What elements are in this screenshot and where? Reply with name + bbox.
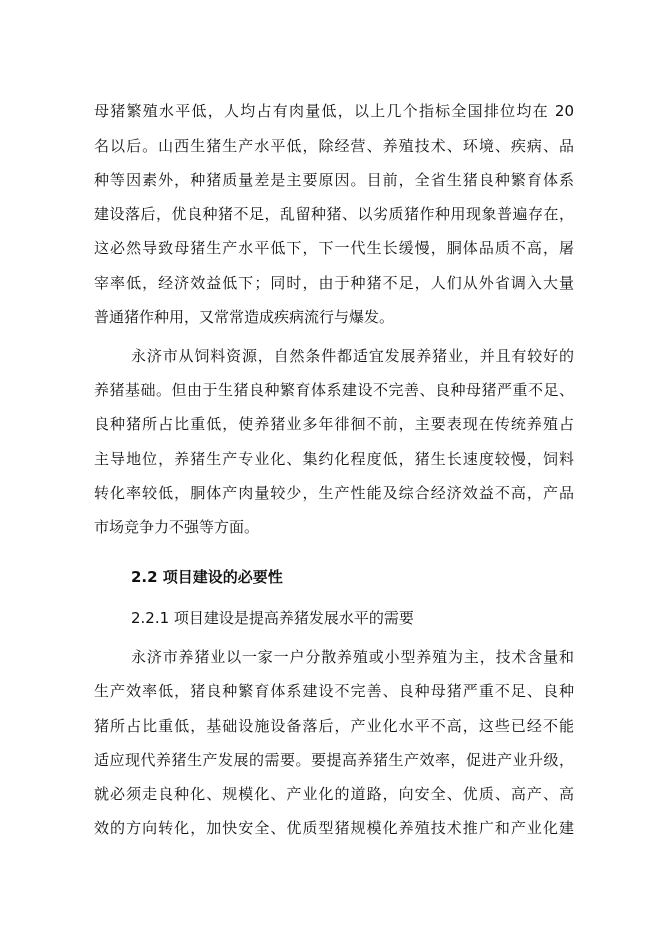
paragraph-1-line-4: 建设落后，优良种猪不足，乱留种猪、以劣质猪作种用现象普遍存在， bbox=[94, 205, 574, 223]
paragraph-3-line-6: 效的方向转化，加快安全、优质型猪规模化养殖技术推广和产业化建 bbox=[94, 819, 574, 837]
paragraph-1-line-2: 名以后。山西生猪生产水平低，除经营、养殖技术、环境、疾病、品 bbox=[94, 137, 574, 155]
paragraph-2-line-5: 转化率较低，胴体产肉量较少，生产性能及综合经济效益不高，产品 bbox=[94, 484, 574, 502]
paragraph-3-line-1: 永济市养猪业以一家一户分散养殖或小型养殖为主，技术含量和 bbox=[131, 648, 574, 666]
section-heading-2-2: 2.2 项目建设的必要性 bbox=[131, 568, 283, 586]
paragraph-3-line-3: 猪所占比重低，基础设施设备落后，产业化水平不高，这些已经不能 bbox=[94, 717, 574, 735]
paragraph-1-line-1: 母猪繁殖水平低，人均占有肉量低，以上几个指标全国排位均在 20 bbox=[94, 102, 574, 120]
subsection-heading-2-2-1: 2.2.1 项目建设是提高养猪发展水平的需要 bbox=[131, 609, 414, 627]
paragraph-3-line-2: 生产效率低，猪良种繁育体系建设不完善、良种母猪严重不足、良种 bbox=[94, 682, 574, 700]
paragraph-1-line-5: 这必然导致母猪生产水平低下，下一代生长缓慢，胴体品质不高，屠 bbox=[94, 239, 574, 257]
paragraph-2-line-2: 养猪基础。但由于生猪良种繁育体系建设不完善、良种母猪严重不足、 bbox=[94, 381, 574, 399]
paragraph-2-line-3: 良种猪所占比重低，使养猪业多年徘徊不前，主要表现在传统养殖占 bbox=[94, 415, 574, 433]
paragraph-1-line-7: 普通猪作种用，又常常造成疾病流行与爆发。 bbox=[94, 308, 395, 326]
paragraph-3-line-4: 适应现代养猪生产发展的需要。要提高养猪生产效率，促进产业升级， bbox=[94, 751, 574, 769]
paragraph-1-line-3: 种等因素外，种猪质量差是主要原因。目前，全省生猪良种繁育体系 bbox=[94, 171, 574, 189]
paragraph-3-line-5: 就必须走良种化、规模化、产业化的道路，向安全、优质、高产、高 bbox=[94, 785, 574, 803]
paragraph-2-line-6: 市场竞争力不强等方面。 bbox=[94, 518, 260, 536]
paragraph-2-line-1: 永济市从饲料资源，自然条件都适宜发展养猪业，并且有较好的 bbox=[131, 347, 574, 365]
paragraph-1-line-6: 宰率低，经济效益低下；同时，由于种猪不足，人们从外省调入大量 bbox=[94, 274, 574, 292]
paragraph-2-line-4: 主导地位，养猪生产专业化、集约化程度低，猪生长速度较慢，饲料 bbox=[94, 450, 574, 468]
